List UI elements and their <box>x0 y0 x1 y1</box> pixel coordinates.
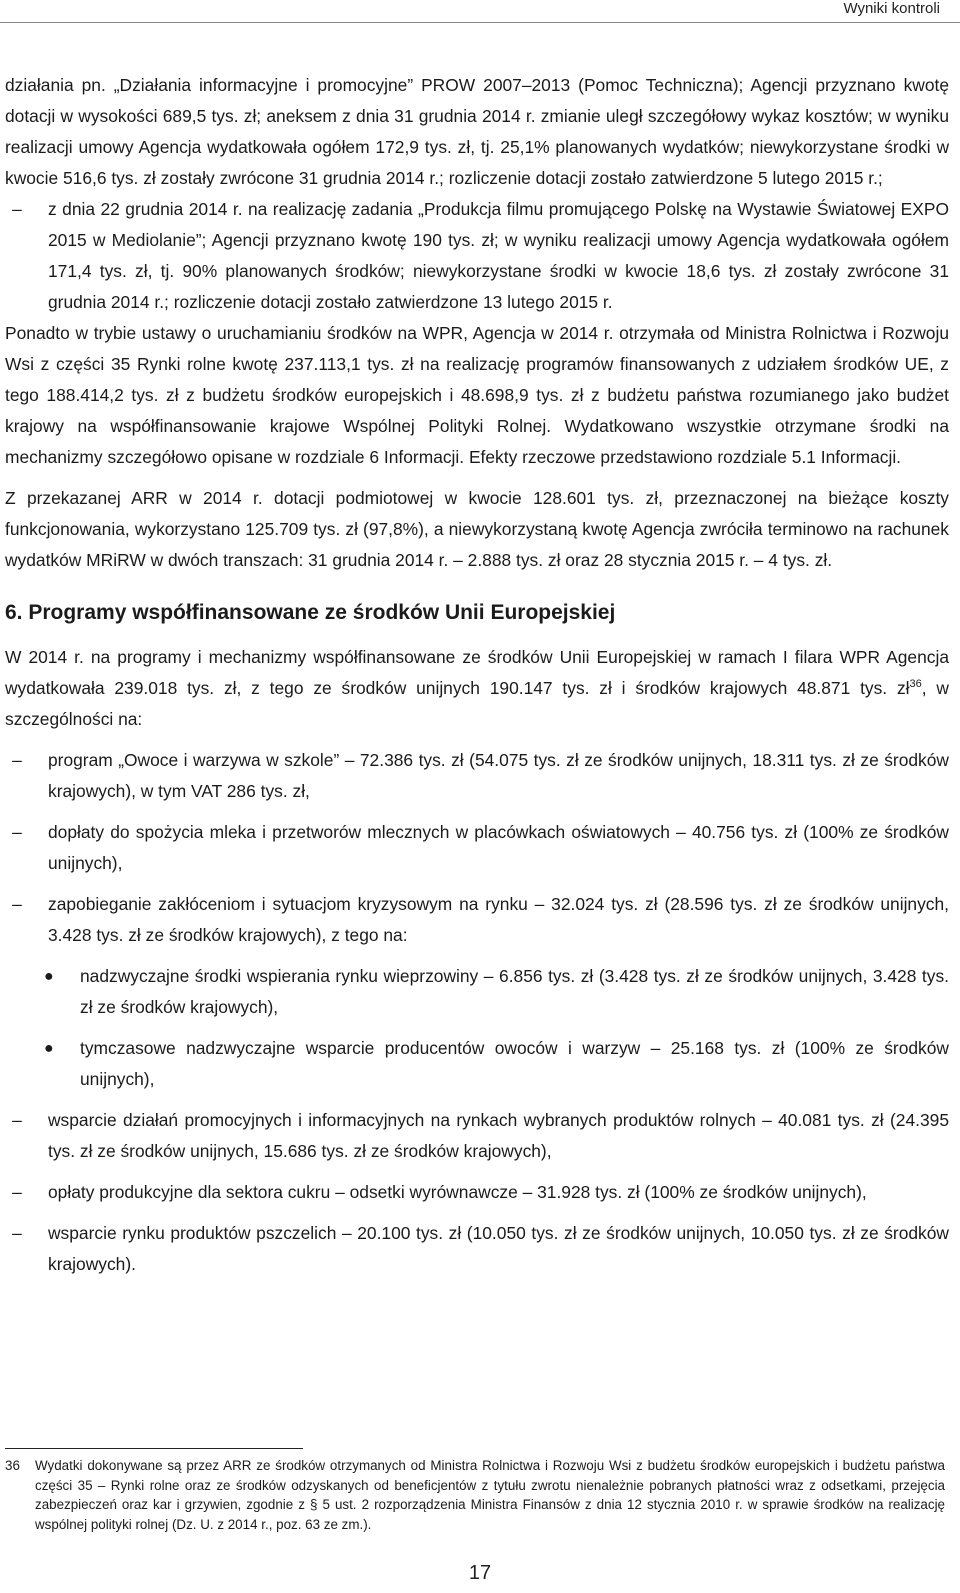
dash-marker: – <box>12 1182 22 1202</box>
list-item-text: wsparcie działań promocyjnych i informacyjnych na rynkach wybranych produktów rolnych – 40.081 tys. zł (24.395 tys. zł ze środków unijnych, 15.686 tys. zł ze środków krajowych), <box>48 1110 949 1161</box>
list-item-text: wsparcie rynku produktów pszczelich – 20.100 tys. zł (10.050 tys. zł ze środków unijnych, 10.050 tys. zł ze środków krajowych). <box>48 1223 949 1274</box>
list-item-text: opłaty produkcyjne dla sektora cukru – odsetki wyrównawcze – 31.928 tys. zł (100% ze środków unijnych), <box>48 1182 867 1202</box>
page-header <box>0 0 960 22</box>
list-item <box>5 1218 949 1280</box>
footnote-number: 36 <box>5 1458 20 1473</box>
section-heading: 6. Programy współfinansowane ze środków Unii Europejskiej <box>5 601 616 624</box>
list-item <box>5 1105 949 1167</box>
footnote-text: Wydatki dokonywane są przez ARR ze środków otrzymanych od Ministra Rolnictwa i Rozwoju Wsi z budżetu środków europejskich i budżetu państwa części 35 – Rynki rolne oraz ze środków odzyskanych od beneficjentów z tytułu zwrotu nienależnie pobranych płatności wraz z odsetkami, przejęcia zabezpieczeń oraz kar i grzywien, zgodnie z § 5 ust. 2 rozporządzenia Ministra Finansów z dnia 12 stycznia 2010 r. w sprawie środków na realizację wspólnej polityki rolnej (Dz. U. z 2014 r., poz. 63 ze zm.). <box>35 1458 945 1532</box>
dash-marker: – <box>12 822 22 842</box>
section-intro <box>5 642 949 735</box>
paragraph-arr: Z przekazanej ARR w 2014 r. dotacji podmiotowej w kwocie 128.601 tys. zł, przeznaczonej na bieżące koszty funkcjonowania, wykorzystano 125.709 tys. zł (97,8%), a niewykorzystaną kwotę Agencja zwróciła terminowo na rachunek wydatków MRiRW w dwóch transzach: 31 grudnia 2014 r. – 2.888 tys. zł oraz 28 stycznia 2015 r. – 4 tys. zł. <box>5 488 949 570</box>
footnote <box>5 1456 945 1534</box>
list-item-text: program „Owoce i warzywa w szkole” – 72.386 tys. zł (54.075 tys. zł ze środków unijnych, 18.311 tys. zł ze środków krajowych), w tym VAT 286 tys. zł, <box>48 750 949 801</box>
footnote-reference[interactable]: 36 <box>909 678 922 691</box>
document-body <box>5 70 949 1280</box>
list-item-text: dopłaty do spożycia mleka i przetworów mlecznych w placówkach oświatowych – 40.756 tys. zł (100% ze środków unijnych), <box>48 822 949 873</box>
header-divider <box>0 22 960 23</box>
list-item <box>5 745 949 807</box>
list-item <box>5 889 949 951</box>
list-item <box>5 1177 949 1208</box>
list-item <box>5 817 949 879</box>
dash-marker: – <box>12 1223 22 1243</box>
list-item-expo <box>5 194 949 318</box>
section-intro-tail: , w szczególności na: <box>5 678 949 729</box>
sub-list-item <box>5 961 949 1023</box>
header-title: Wyniki kontroli <box>843 0 940 17</box>
list-item-text: zapobieganie zakłóceniom i sytuacjom kryzysowym na rynku – 32.024 tys. zł (28.596 tys. zł ze środków unijnych, 3.428 tys. zł ze środków krajowych), z tego na: <box>48 894 949 945</box>
section-intro-text: W 2014 r. na programy i mechanizmy współfinansowane ze środków Unii Europejskiej w ramach I filara WPR Agencja wydatkowała 239.018 tys. zł, z tego ze środków unijnych 190.147 tys. zł i środków krajowych 48.871 tys. zł <box>5 647 949 698</box>
sub-list-item-text: nadzwyczajne środki wspierania rynku wieprzowiny – 6.856 tys. zł (3.428 tys. zł ze środków unijnych, 3.428 tys. zł ze środków krajowych), <box>80 966 949 1017</box>
paragraph-ministry: Ponadto w trybie ustawy o uruchamianiu środków na WPR, Agencja w 2014 r. otrzymała od Ministra Rolnictwa i Rozwoju Wsi z części 35 Rynki rolne kwotę 237.113,1 tys. zł na realizację programów finansowanych z udziałem środków UE, z tego 188.414,2 tys. zł z budżetu środków europejskich i 48.698,9 tys. zł z budżetu państwa rozumianego jako budżet krajowy na współfinansowanie krajowe Wspólnej Polityki Rolnej. Wydatkowano wszystkie otrzymane środki na mechanizmy szczegółowo opisane w rozdziale 6 Informacji. Efekty rzeczowe przedstawiono rozdziale 5.1 Informacji. <box>5 323 949 467</box>
bullet-marker: ● <box>44 968 54 985</box>
dash-marker: – <box>12 199 22 219</box>
list-item-text: z dnia 22 grudnia 2014 r. na realizację zadania „Produkcja filmu promującego Polskę na Wystawie Światowej EXPO 2015 w Mediolanie”; Agencji przyznano kwotę 190 tys. zł; w wyniku realizacji umowy Agencja wydatkowała ogółem 171,4 tys. zł, tj. 90% planowanych środków; niewykorzystane środki w kwocie 18,6 tys. zł zostały zwrócone 31 grudnia 2014 r.; rozliczenie dotacji zostało zatwierdzone 13 lutego 2015 r. <box>48 199 949 312</box>
dash-marker: – <box>12 750 22 770</box>
sub-list-item <box>5 1033 949 1095</box>
page-number: 17 <box>468 1562 492 1584</box>
intro-paragraph: działania pn. „Działania informacyjne i promocyjne” PROW 2007–2013 (Pomoc Techniczna); Agencji przyznano kwotę dotacji w wysokości 689,5 tys. zł; aneksem z dnia 31 grudnia 2014 r. zmianie uległ szczegółowy wykaz kosztów; w wyniku realizacji umowy Agencja wydatkowała ogółem 172,9 tys. zł, tj. 25,1% planowanych wydatków; niewykorzystane środki w kwocie 516,6 tys. zł zostały zwrócone 31 grudnia 2014 r.; rozliczenie dotacji zostało zatwierdzone 5 lutego 2015 r.; <box>5 75 949 188</box>
sub-list-item-text: tymczasowe nadzwyczajne wsparcie producentów owoców i warzyw – 25.168 tys. zł (100% ze środków unijnych), <box>80 1038 949 1089</box>
bullet-marker: ● <box>44 1040 54 1057</box>
dash-marker: – <box>12 894 22 914</box>
dash-marker: – <box>12 1110 22 1130</box>
footnote-divider <box>5 1448 303 1449</box>
